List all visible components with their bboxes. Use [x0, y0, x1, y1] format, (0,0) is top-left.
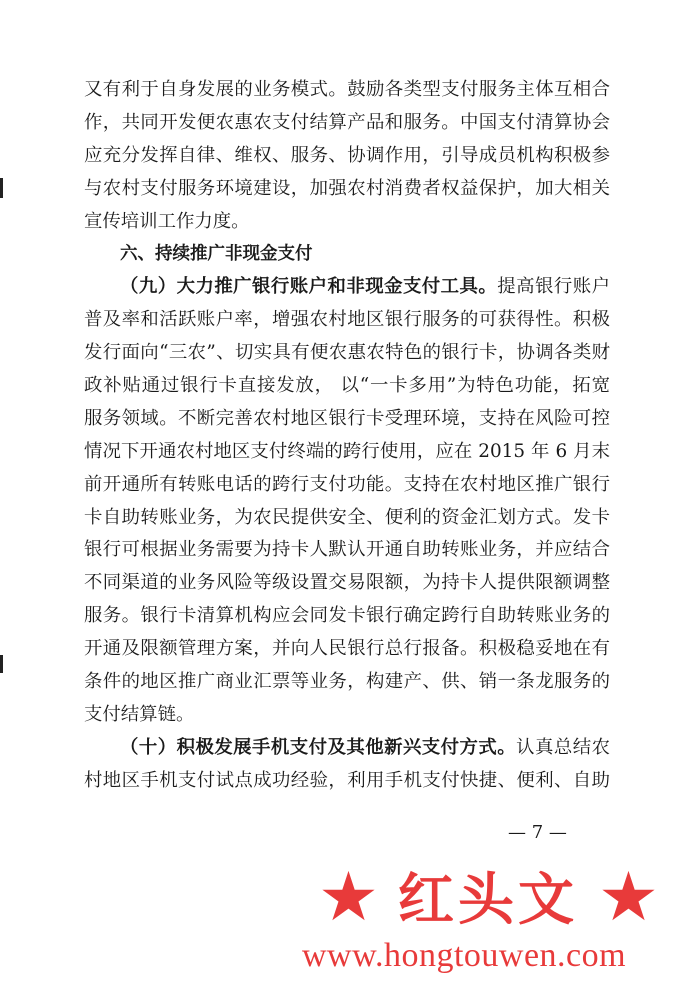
text-line: 服务。银行卡清算机构应会同发卡银行确定跨行自助转账业务的 [84, 605, 610, 627]
item-9-lead: （九）大力推广银行账户和非现金支付工具。 [120, 276, 498, 298]
text-line: 政补贴通过银行卡直接发放， 以“一卡多用”为特色功能，拓宽 [84, 375, 610, 397]
binding-hole-mark [0, 655, 3, 673]
text-line: 普及率和活跃账户率，增强农村地区银行服务的可获得性。积极 [84, 309, 610, 331]
text-line: 作，共同开发便农惠农支付结算产品和服务。中国支付清算协会 [84, 111, 610, 133]
text-line: 服务领域。不断完善农村地区银行卡受理环境，支持在风险可控 [84, 407, 610, 429]
text-line: 银行可根据业务需要为持卡人默认开通自助转账业务，并应结合 [84, 539, 610, 561]
text-line: 与农村支付服务环境建设，加强农村消费者权益保护，加大相关 [84, 177, 610, 199]
watermark [0, 858, 695, 983]
item-10-first-line [84, 732, 610, 765]
text-line: 前开通所有转账电话的跨行支付功能。支持在农村地区推广银行 [84, 473, 610, 495]
binding-hole-mark [0, 178, 3, 198]
item-9-first-line [84, 271, 610, 304]
star-icon: ★ [318, 858, 379, 937]
page-number: — 7 — [508, 822, 567, 843]
text-line: 发行面向“三农”、切实具有便农惠农特色的银行卡，协调各类财 [84, 342, 610, 364]
document-body [84, 74, 610, 798]
text-line: 不同渠道的业务风险等级设置交易限额，为持卡人提供限额调整 [84, 572, 610, 594]
text-line: 村地区手机支付试点成功经验，利用手机支付快捷、便利、自助 [84, 769, 610, 791]
text-line: 开通及限额管理方案，并向人民银行总行报备。积极稳妥地在有 [84, 638, 610, 660]
text-line: 卡自助转账业务，为农民提供安全、便利的资金汇划方式。发卡 [84, 506, 610, 528]
text-line: 又有利于自身发展的业务模式。鼓励各类型支付服务主体互相合 [84, 79, 610, 100]
item-9-lead-rest: 提高银行账户 [497, 276, 610, 298]
watermark-title: 红头文 [398, 867, 578, 933]
text-line: 条件的地区推广商业汇票等业务，构建产、供、销一条龙服务的 [84, 671, 610, 693]
star-icon: ★ [598, 858, 659, 937]
text-line: 应充分发挥自律、维权、服务、协调作用，引导成员机构积极参 [84, 144, 610, 166]
watermark-url: www.hongtouwen.com [302, 937, 627, 974]
section-heading: 六、持续推广非现金支付 [120, 244, 313, 265]
item-10-lead: （十）积极发展手机支付及其他新兴支付方式。 [120, 736, 517, 758]
item-10-lead-rest: 认真总结农 [516, 736, 610, 758]
text-line: 情况下开通农村地区支付终端的跨行使用，应在 2015 年 6 月末 [84, 440, 610, 462]
text-line: 支付结算链。 [84, 703, 195, 725]
text-line: 宣传培训工作力度。 [84, 210, 250, 232]
